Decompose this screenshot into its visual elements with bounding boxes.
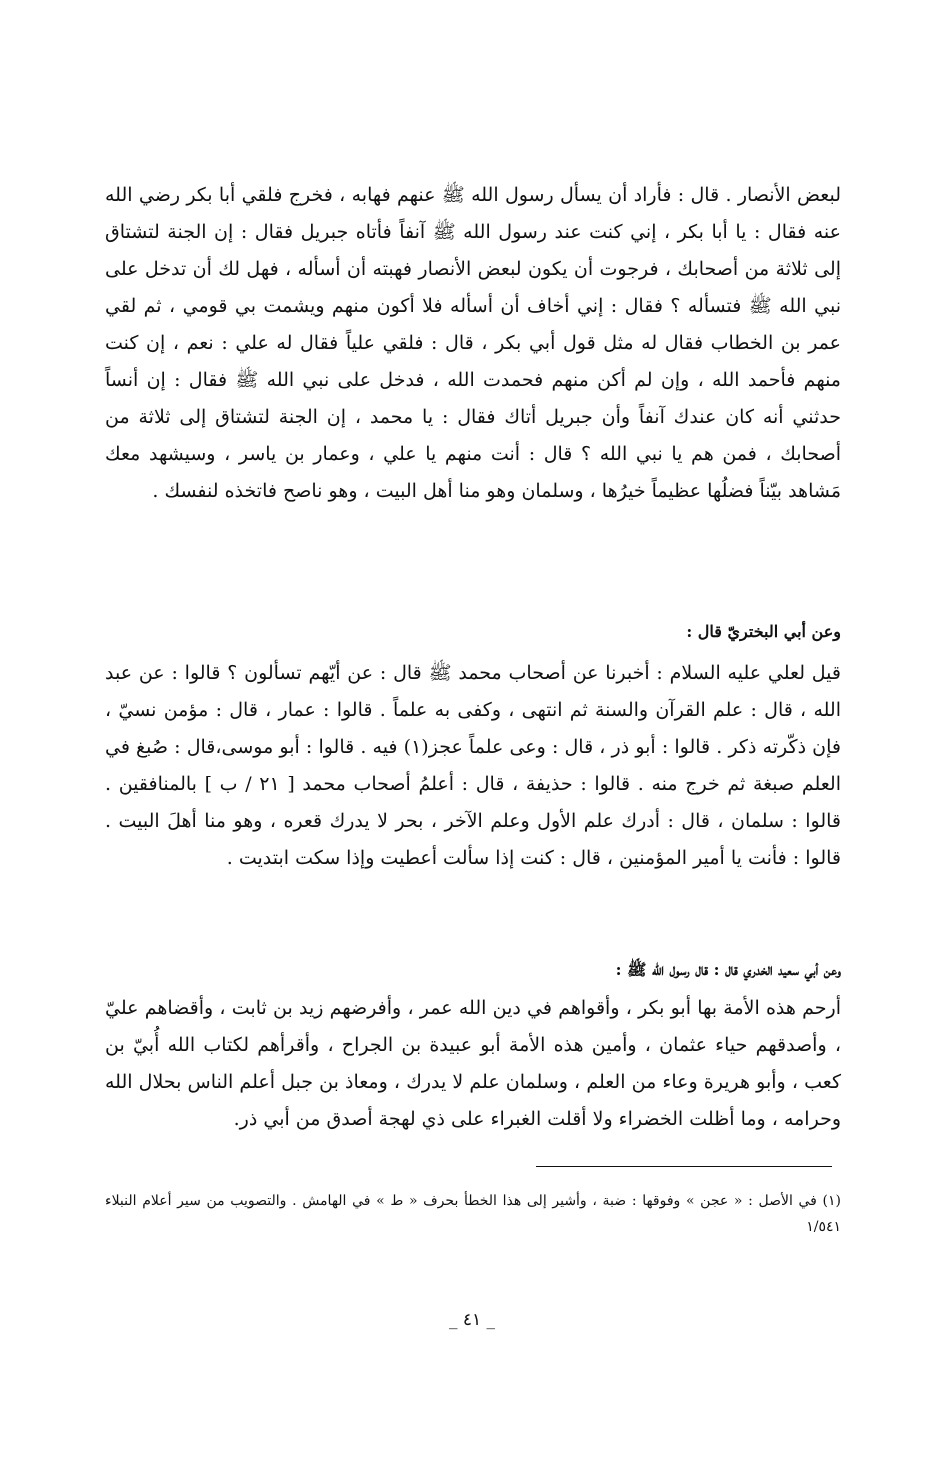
section-heading-abu-al-bakhtari [105, 618, 841, 646]
section-heading-abu-said [105, 956, 841, 984]
paragraph-3 [105, 990, 841, 1138]
footnote-text: (١) في الأصل : « عجن » وفوقها : ضبة ، وأشير إلى هذا الخطأ بحرف « ط » في الهامش . والتصويب من سير أعلام النبلاء ١/٥٤١ [105, 1193, 841, 1235]
footnote [105, 1188, 841, 1240]
heading-text: وعن أبي البختريّ قال : [686, 622, 841, 641]
paragraph-text: أرحم هذه الأمة بها أبو بكر ، وأقواهم في دين الله عمر ، وأفرضهم زيد بن ثابت ، وأقضاهم عليّ ، وأصدقهم حياء عثمان ، وأمين هذه الأمة أبو عبيدة بن الجراح ، وأقرأهم لكتاب الله أُبيّ بن كعب ، وأبو هريرة وعاء من العلم ، وسلمان علم لا يدرك ، ومعاذ بن جبل أعلم الناس بحلال الله وحرامه ، وما أظلت الخضراء ولا أقلت الغبراء على ذي لهجة أصدق من أبي ذر. [105, 997, 841, 1130]
paragraph-2 [105, 655, 841, 877]
heading-text: وعن أبي سعيد الخدري قال : قال رسول الله ﷺ : [615, 960, 841, 979]
paragraph-text: قيل لعلي عليه السلام : أخبرنا عن أصحاب محمد ﷺ قال : عن أيّهم تسألون ؟ قالوا : عن عبد الله ، قال : علم القرآن والسنة ثم انتهى ، وكفى به علماً . قالوا : عمار ، قال : مؤمن نسيّ ، فإن ذكّرته ذكر . قالوا : أبو ذر ، قال : وعى علماً عجز(١) فيه . قالوا : أبو موسى،قال : صُبغ في العلم صبغة ثم خرج منه . قالوا : حذيفة ، قال : أعلمُ أصحاب محمد [ ٢١ / ب ] بالمنافقين . قالوا : سلمان ، قال : أدرك علم الأول وعلم الآخر ، بحر لا يدرك قعره ، وهو منا أهلَ البيت . قالوا : فأنت يا أمير المؤمنين ، قال : كنت إذا سألت أعطيت وإذا سكت ابتديت . [105, 662, 841, 869]
footnote-divider [536, 1166, 832, 1167]
page-number: _ ٤١ _ [448, 1310, 496, 1330]
paragraph-text: لبعض الأنصار . قال : فأراد أن يسأل رسول الله ﷺ عنهم فهابه ، فخرج فلقي أبا بكر رضي الله عنه فقال : يا أبا بكر ، إني كنت عند رسول الله ﷺ آنفاً فأتاه جبريل فقال : إن الجنة لتشتاق إلى ثلاثة من أصحابك ، فرجوت أن يكون لبعض الأنصار فهبته أن أسأله ، فهل لك أن تدخل على نبي الله ﷺ فتسأله ؟ فقال : إني أخاف أن أسأله فلا أكون منهم ويشمت بي قومي ، ثم لقي عمر بن الخطاب فقال له مثل قول أبي بكر ، قال : فلقي علياً فقال له علي : نعم ، إن كنت منهم فأحمد الله ، وإن لم أكن منهم فحمدت الله ، فدخل على نبي الله ﷺ فقال : إن أنساً حدثني أنه كان عندك آنفاً وأن جبريل أتاك فقال : يا محمد ، إن الجنة لتشتاق إلى ثلاثة من أصحابك ، فمن هم يا نبي الله ؟ قال : أنت منهم يا علي ، وعمار بن ياسر ، وسيشهد معك مَشاهد بيّناً فضلُها عظيماً خيرُها ، وسلمان وهو منا أهل البيت ، وهو ناصح فاتخذه لنفسك . [105, 184, 841, 502]
paragraph-1 [105, 177, 841, 510]
